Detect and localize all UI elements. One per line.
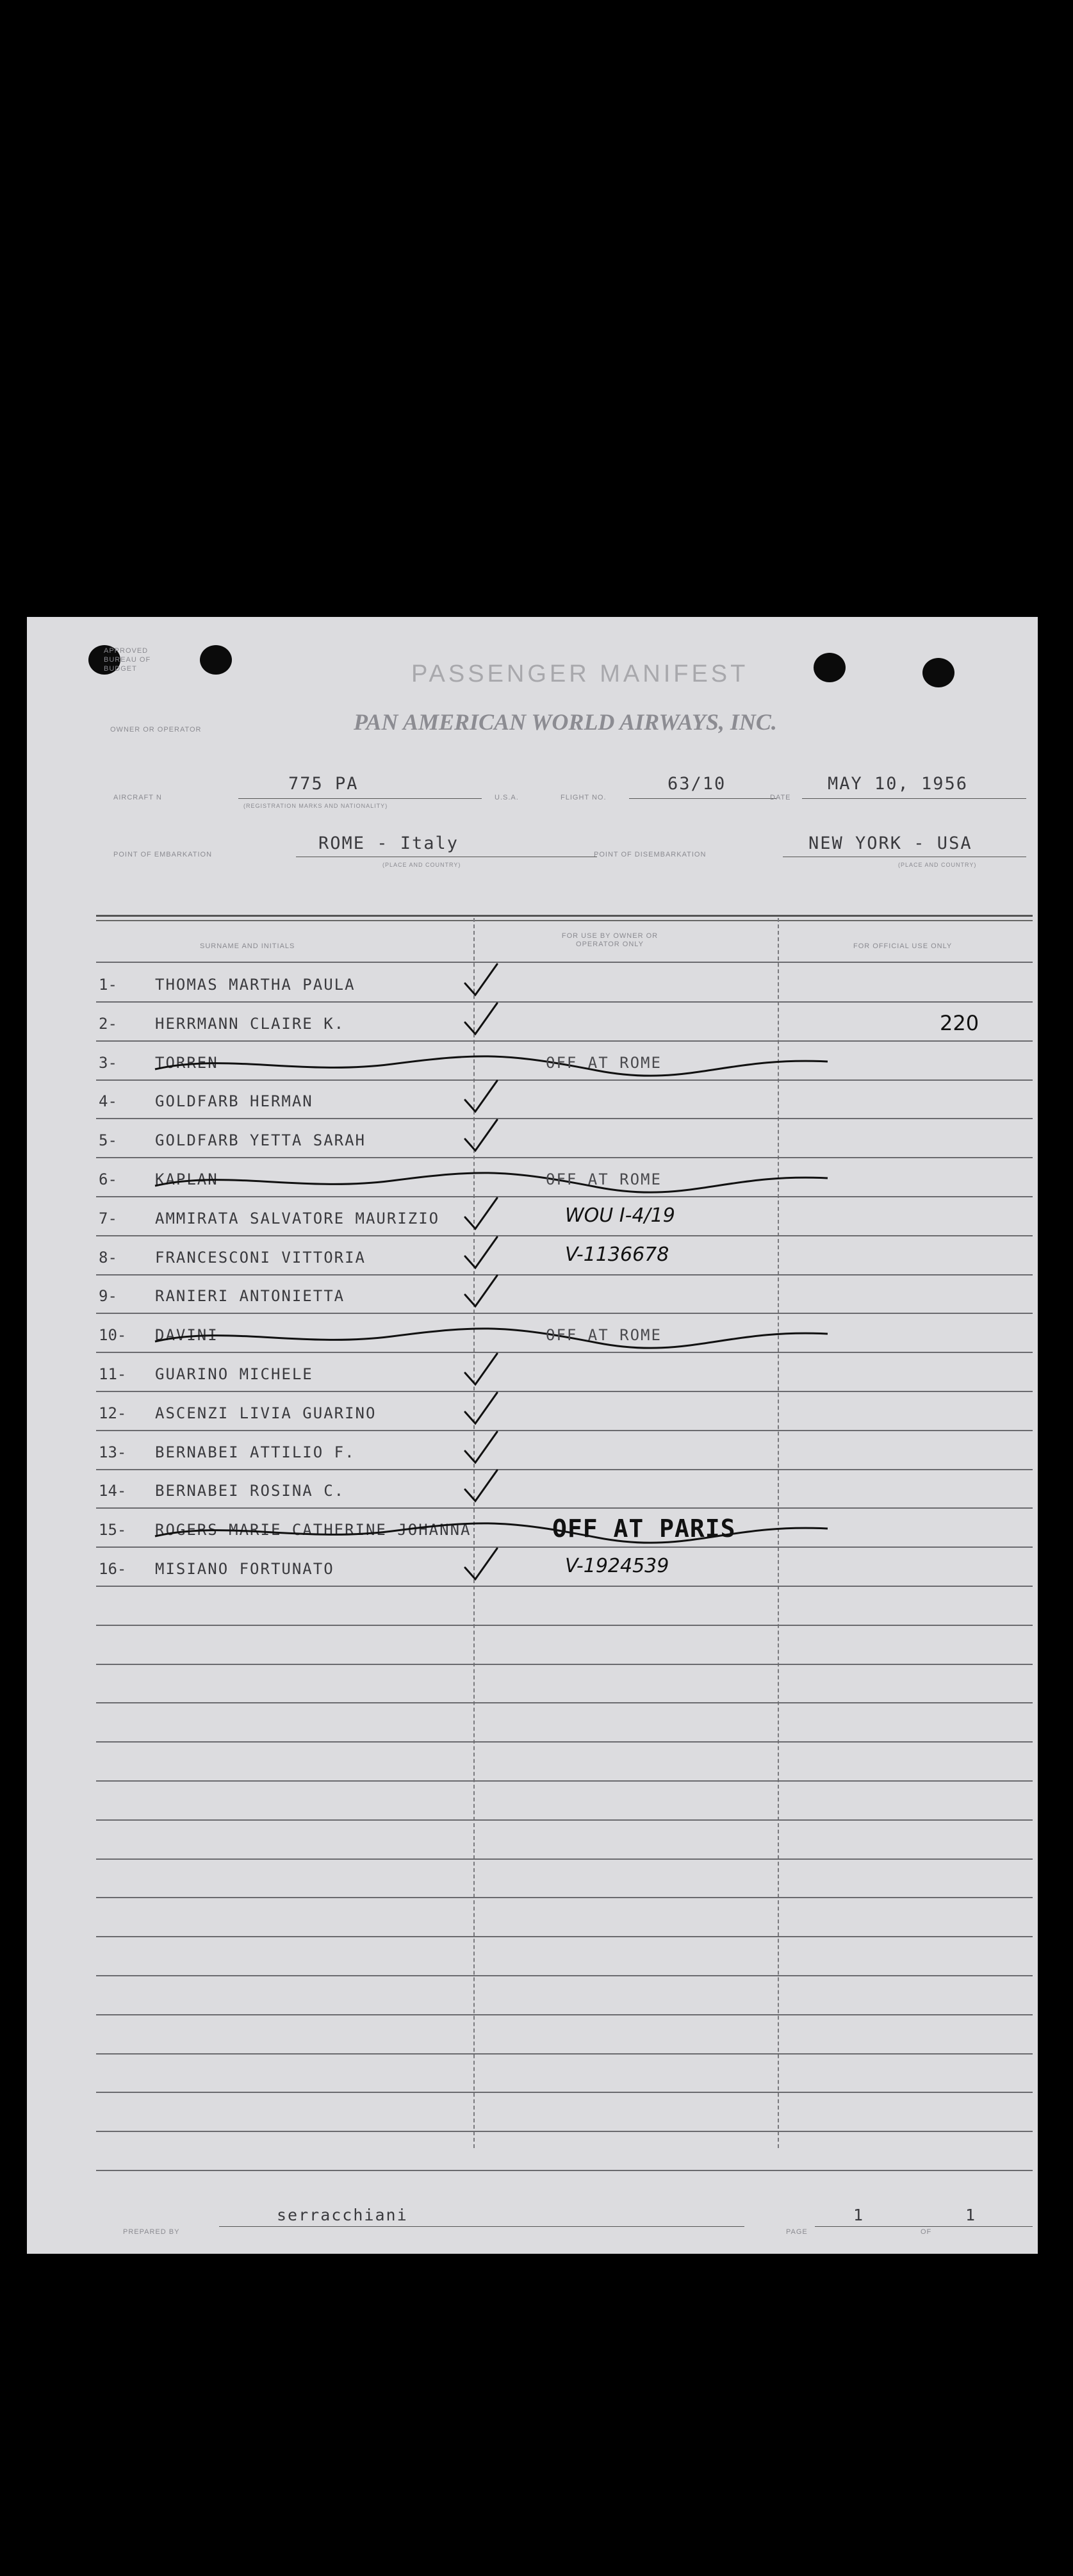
ruled-line [96, 1702, 1033, 1703]
ruled-line [96, 1936, 1033, 1937]
embarkation-value: ROME - Italy [318, 833, 459, 853]
passenger-name: ROGERS MARIE CATHERINE JOHANNA [155, 1521, 471, 1539]
punch-hole [922, 658, 954, 687]
aircraft-label: AIRCRAFT N [113, 794, 162, 801]
place-caption-2: (PLACE AND COUNTRY) [898, 862, 977, 868]
check-mark-icon [463, 1351, 501, 1390]
passenger-name: RANIERI ANTONIETTA [155, 1287, 345, 1306]
passenger-name: THOMAS MARTHA PAULA [155, 976, 356, 994]
row-number: 11- [99, 1365, 127, 1383]
owner-name: PAN AMERICAN WORLD AIRWAYS, INC. [354, 709, 777, 735]
passenger-name: BERNABEI ROSINA C. [155, 1482, 345, 1500]
manifest-sheet [27, 617, 1038, 2254]
check-mark-icon [463, 1468, 501, 1506]
ruled-line [96, 1507, 1033, 1509]
row-number: 12- [99, 1404, 127, 1422]
date-value: MAY 10, 1956 [828, 774, 969, 794]
row-number: 9- [99, 1287, 117, 1306]
row-number: 5- [99, 1131, 117, 1150]
row-number: 14- [99, 1482, 127, 1500]
prepared-by-label: PREPARED BY [123, 2228, 180, 2236]
passenger-name: BERNABEI ATTILIO F. [155, 1443, 356, 1461]
ruled-line [96, 1741, 1033, 1743]
row-number: 16- [99, 1560, 127, 1578]
check-mark-icon [463, 1117, 501, 1156]
handwritten-note: V-1924539 [565, 1555, 669, 1577]
strike-through-line [149, 1517, 917, 1549]
passenger-name: HERRMANN CLAIRE K. [155, 1014, 345, 1033]
approval-note: APPROVED BUREAU OF BUDGET [104, 647, 151, 673]
check-mark-icon [463, 1195, 501, 1234]
passenger-name: KAPLAN [155, 1170, 218, 1188]
owner-label: OWNER OR OPERATOR [110, 726, 202, 734]
row-number: 2- [99, 1014, 117, 1033]
flight-value: 63/10 [668, 774, 726, 794]
row-number: 6- [99, 1170, 117, 1188]
row-number: 7- [99, 1209, 117, 1227]
strike-through-line [149, 1167, 917, 1199]
official-use-value: 220 [940, 1010, 979, 1035]
page-label: PAGE [786, 2228, 808, 2236]
strike-through-line [149, 1322, 917, 1354]
embarkation-label: POINT OF EMBARKATION [113, 851, 213, 858]
ruled-line [96, 1819, 1033, 1821]
disembarkation-value: NEW YORK - USA [808, 833, 972, 853]
place-caption: (PLACE AND COUNTRY) [382, 862, 461, 868]
ruled-line [96, 1858, 1033, 1860]
ruled-line [96, 1157, 1033, 1158]
ruled-line [96, 1664, 1033, 1665]
row-number: 4- [99, 1092, 117, 1111]
passenger-name: ASCENZI LIVIA GUARINO [155, 1404, 377, 1422]
ruled-line [96, 1313, 1033, 1314]
off-note: OFF AT ROME [546, 1053, 662, 1072]
check-mark-icon [463, 962, 501, 1000]
page-total: 1 [965, 2206, 977, 2224]
passenger-name: GOLDFARB HERMAN [155, 1092, 313, 1111]
of-label: OF [921, 2228, 932, 2236]
strike-through-line [149, 1050, 917, 1082]
row-number: 10- [99, 1326, 127, 1345]
off-note: OFF AT ROME [546, 1170, 662, 1188]
ruled-line [96, 1001, 1033, 1003]
ruled-line [96, 1975, 1033, 1976]
ruled-line [96, 1040, 1033, 1042]
check-mark-icon [463, 1078, 501, 1117]
page-title: PASSENGER MANIFEST [411, 660, 749, 687]
column-header-surname: SURNAME AND INITIALS [200, 942, 295, 950]
ruled-line [96, 1469, 1033, 1470]
ruled-line [96, 2170, 1033, 2171]
check-mark-icon [463, 1390, 501, 1429]
ruled-line [96, 1430, 1033, 1431]
ruled-line [96, 2131, 1033, 2132]
page-number: 1 [853, 2206, 865, 2224]
row-number: 3- [99, 1053, 117, 1072]
ruled-line [96, 1235, 1033, 1236]
ruled-line [96, 2092, 1033, 2093]
ruled-line [96, 2014, 1033, 2015]
check-mark-icon [463, 1429, 501, 1468]
check-mark-icon [463, 1001, 501, 1039]
punch-hole [814, 653, 846, 682]
ruled-line [96, 1586, 1033, 1587]
ruled-line [96, 2053, 1033, 2055]
passenger-name: AMMIRATA SALVATORE MAURIZIO [155, 1209, 440, 1227]
prepared-by-value: serracchiani [277, 2206, 408, 2224]
registration-caption: (REGISTRATION MARKS AND NATIONALITY) [243, 803, 388, 809]
flight-label: FLIGHT NO. [561, 794, 607, 801]
passenger-name: GUARINO MICHELE [155, 1365, 313, 1383]
check-mark-icon [463, 1235, 501, 1273]
off-note: OFF AT ROME [546, 1326, 662, 1345]
aircraft-value: 775 PA [288, 774, 359, 794]
row-number: 1- [99, 976, 117, 994]
off-at-paris-stamp: OFF AT PARIS [552, 1514, 736, 1543]
ruled-line [96, 1625, 1033, 1626]
ruled-line [96, 1118, 1033, 1119]
row-number: 15- [99, 1521, 127, 1539]
column-header-official-use: FOR OFFICIAL USE ONLY [853, 942, 953, 950]
passenger-name: MISIANO FORTUNATO [155, 1560, 334, 1578]
check-mark-icon [463, 1273, 501, 1311]
date-label: DATE [770, 794, 791, 801]
disembarkation-label: POINT OF DISEMBARKATION [594, 851, 707, 858]
ruled-line [96, 1391, 1033, 1392]
ruled-line [96, 1274, 1033, 1276]
passenger-name: FRANCESCONI VITTORIA [155, 1248, 366, 1267]
passenger-name: TORREN [155, 1053, 218, 1072]
check-mark-icon [463, 1546, 501, 1584]
handwritten-note: V-1136678 [565, 1243, 669, 1266]
ruled-line [96, 1897, 1033, 1898]
ruled-line [96, 1780, 1033, 1782]
usa-label: U.S.A. [495, 794, 519, 801]
column-header-owner-use: FOR USE BY OWNER OR OPERATOR ONLY [561, 932, 659, 948]
handwritten-note: WOU I-4/19 [565, 1204, 675, 1227]
passenger-name: GOLDFARB YETTA SARAH [155, 1131, 366, 1150]
passenger-name: DAVINI [155, 1326, 218, 1345]
row-number: 13- [99, 1443, 127, 1461]
row-number: 8- [99, 1248, 117, 1267]
punch-hole [200, 645, 232, 675]
